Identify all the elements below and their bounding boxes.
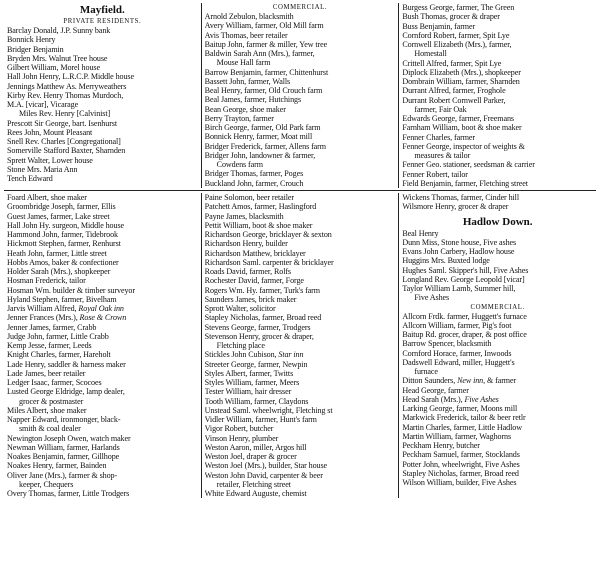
directory-entry: Stevens George, farmer, Trodgers: [204, 322, 311, 332]
directory-entry: Tooth William, farmer, Claydons: [204, 396, 309, 406]
directory-entry: Payne James, blacksmith: [204, 211, 284, 221]
directory-entry: Paine Solomon, beer retailer: [204, 193, 295, 202]
directory-entry: Baldwin Sarah Ann (Mrs.), farmer,: [204, 49, 315, 58]
directory-entry: Beal Henry: [402, 228, 439, 238]
directory-entry: Saunders James, brick maker: [204, 294, 297, 304]
directory-entry: Knight Charles, farmer, Hareholt: [7, 350, 111, 360]
directory-entry: Ditton Saunders, New inn, & farmer: [402, 376, 517, 386]
directory-entry: Berry Trayton, farmer: [204, 113, 274, 123]
directory-entry: Jennings Matthew As. Merryweathers: [7, 81, 127, 91]
directory-entry: Hall John Hy. surgeon, Middle house: [7, 220, 124, 230]
directory-entry: Styles William, farmer, Meers: [204, 378, 300, 387]
directory-entry: Hobbs Amos, baker & confectioner: [7, 257, 119, 267]
directory-entry: Holder Sarah (Mrs.), shopkeeper: [7, 267, 111, 276]
directory-entry: Allcorn Frdk. farmer, Huggett's furnace: [402, 311, 527, 321]
directory-entry: Streeter George, farmer, Newpin: [204, 359, 308, 369]
directory-entry: Foard Albert, shoe maker: [7, 193, 87, 202]
directory-entry: measures & tailor: [414, 151, 471, 160]
directory-entry: Burgess George, farmer, The Green: [402, 3, 515, 12]
directory-entry: Heath John, farmer, Little street: [7, 248, 107, 258]
directory-entry: Newman William, farmer, Harlands: [7, 442, 120, 452]
directory-entry: Ledger Isaac, farmer, Scocoes: [7, 378, 102, 387]
directory-entry: retailer, Fletching street: [216, 479, 291, 489]
directory-entry: Groombridge Joseph, farmer, Ellis: [7, 202, 116, 212]
directory-entry: Bonnick Henry: [7, 35, 56, 45]
directory-entry: Rochester David, farmer, Forge: [204, 276, 304, 286]
directory-entry: Edwards George, farmer, Freemans: [402, 114, 514, 123]
directory-entry: Sprett Walter, Lower house: [7, 155, 93, 165]
mayfield-commercial-list-a: [205, 12, 396, 188]
directory-entry: Durrant Robert Cornwell Parker,: [402, 95, 506, 105]
directory-entry: Longland Rev. George Leopold [vicar]: [402, 274, 525, 284]
hadlow-private-list: [402, 229, 593, 303]
bottom-section: [4, 193, 596, 498]
directory-entry: grocer & postmaster: [19, 396, 84, 406]
mayfield-commercial-list-c: [7, 193, 198, 498]
directory-entry: Larking George, farmer, Moons mill: [402, 404, 518, 413]
directory-entry: Noakes Henry, farmer, Bainden: [7, 461, 107, 471]
directory-entry: Evans John Carbery, Hadlow house: [402, 247, 515, 256]
directory-entry: Dunn Miss, Stone house, Five ashes: [402, 237, 517, 247]
directory-entry: Tench Edward: [7, 174, 53, 183]
directory-entry: Barrow Spencer, blacksmith: [402, 339, 492, 349]
mayfield-commercial-list-d: [205, 193, 396, 498]
directory-entry: Vigor Robert, butcher: [204, 424, 274, 434]
hadlow-down-heading: Hadlow Down.: [462, 215, 533, 228]
directory-entry: Dadswell Edward, miller, Huggett's: [402, 357, 515, 367]
directory-entry: Noakes Benjamin, farmer, Gillhope: [7, 452, 120, 461]
directory-entry: Lusted George Eldridge, lamp dealer,: [7, 387, 125, 397]
directory-entry: Newington Joseph Owen, watch maker: [7, 433, 131, 443]
directory-entry: Bean George, shoe maker: [204, 104, 286, 114]
directory-entry: Baitup John, farmer & miller, Yew tree: [204, 39, 328, 49]
commercial-subheading: COMMERCIAL.: [272, 4, 328, 11]
mayfield-private-list: [7, 26, 198, 183]
directory-entry: Richardson George, bricklayer & sexton: [204, 230, 332, 239]
directory-entry: Napper Edward, ironmonger, black-: [7, 415, 121, 424]
bottom-column-1: [4, 193, 201, 498]
directory-entry: Mouse Hall farm: [216, 58, 271, 68]
directory-entry: Richardson Matthew, bricklayer: [204, 248, 306, 258]
directory-entry: Prescott Sir George, bart. Isenhurst: [7, 118, 117, 128]
directory-entry: Sprott Walter, solicitor: [204, 304, 276, 313]
directory-entry: Fenner Robert, tailor: [402, 169, 468, 179]
directory-entry: Vinson Henry, plumber: [204, 433, 279, 443]
directory-entry: Dombrain William, farmer, Sharnden: [402, 77, 520, 86]
directory-entry: Rogers Wm. Hy. farmer, Turk's farm: [204, 285, 320, 295]
directory-entry: keeper, Chequers: [19, 479, 74, 489]
directory-entry: Martin Charles, farmer, Little Hadlow: [402, 422, 522, 432]
directory-entry: Roads David, farmer, Rolfs: [204, 267, 291, 276]
directory-entry: farmer, Fair Oak: [414, 104, 467, 114]
directory-entry: Farnham William, boot & shoe maker: [402, 123, 522, 133]
top-column-1: [4, 3, 201, 188]
directory-entry: Judge John, farmer, Little Crabb: [7, 331, 109, 341]
private-residents-subheading: PRIVATE RESIDENTS.: [63, 18, 142, 25]
directory-entry: Hammond John, farmer, Tidebrook: [7, 230, 119, 239]
directory-entry: Rees John, Mount Pleasant: [7, 127, 93, 137]
directory-entry: Cornwell Elizabeth (Mrs.), farmer,: [402, 40, 512, 49]
directory-entry: Wickens Thomas, farmer, Cinder hill: [402, 193, 519, 202]
directory-entry: Markwick Frederick, tailor & beer retlr: [402, 413, 526, 423]
directory-entry: Hughes Saml. Skipper's hill, Five Ashes: [402, 265, 529, 275]
directory-entry: Richardson Henry, builder: [204, 239, 288, 249]
directory-entry: Wilsmore Henry, grocer & draper: [402, 202, 509, 212]
hadlow-commercial-subheading: COMMERCIAL.: [470, 303, 525, 311]
directory-entry: Homestall: [414, 49, 447, 59]
directory-entry: Lade Henry, saddler & harness maker: [7, 359, 126, 369]
directory-entry: Durrant Alfred, farmer, Froghole: [402, 86, 506, 96]
section-divider: [4, 190, 596, 191]
directory-entry: Jenner Frances (Mrs.), Rose & Crown: [7, 313, 127, 323]
directory-entry: Weston Aaron, miller, Argos hill: [204, 442, 307, 452]
directory-entry: Stapley Nicholas, farmer, Broad reed: [402, 468, 519, 478]
directory-entry: Stevenson Henry, grocer & draper,: [204, 331, 314, 341]
directory-entry: Oliver Jane (Mrs.), farmer & shop-: [7, 470, 118, 480]
directory-entry: Buckland John, farmer, Crouch: [204, 178, 304, 188]
directory-entry: Fletching place: [216, 341, 265, 350]
directory-entry: Weston John David, carpenter & beer: [204, 470, 323, 480]
directory-entry: Head Sarah (Mrs.), Five Ashes: [402, 394, 499, 404]
directory-entry: Guest James, farmer, Lake street: [7, 211, 110, 221]
directory-entry: Vidler William, farmer, Hunt's farm: [204, 415, 317, 424]
directory-entry: Pettit William, boot & shoe maker: [204, 220, 313, 230]
directory-entry: Avis Thomas, beer retailer: [204, 30, 288, 40]
directory-entry: Jarvis William Alfred, Royal Oak inn: [7, 304, 124, 313]
directory-entry: Baitup Rd. grocer, draper, & post office: [402, 330, 527, 339]
directory-entry: Styles Albert, farmer, Twitts: [204, 368, 294, 378]
directory-entry: White Edward Auguste, chemist: [204, 489, 307, 498]
directory-entry: Tester William, hair dresser: [204, 387, 292, 397]
top-section: [4, 3, 596, 188]
directory-entry: Head George, farmer: [402, 385, 469, 395]
directory-entry: Fenner Geo. stationer, seedsman & carrier: [402, 160, 535, 170]
directory-entry: Bridger Thomas, farmer, Poges: [204, 169, 304, 179]
directory-entry: Martin William, farmer, Waghorns: [402, 431, 512, 441]
bottom-column-3: [398, 193, 596, 498]
directory-entry: Hosman Wm. builder & timber surveyor: [7, 285, 135, 295]
directory-entry: Peckham Henry, butcher: [402, 441, 480, 450]
directory-entry: Barclay Donald, J.P. Sunny bank: [7, 26, 111, 35]
mayfield-commercial-list-e: [402, 193, 593, 212]
directory-entry: Somerville Stafford Baxter, Sharnden: [7, 146, 126, 156]
directory-entry: Bryden Mrs. Walnut Tree house: [7, 53, 108, 63]
directory-entry: Hyland Stephen, farmer, Bivelham: [7, 294, 117, 304]
directory-entry: Bonnick Henry, farmer, Moat mill: [204, 132, 313, 142]
directory-entry: Peckham Samuel, farmer, Stocklands: [402, 450, 520, 460]
directory-entry: Bassett John, farmer, Walls: [204, 76, 291, 86]
directory-entry: Cowdens farm: [216, 160, 263, 169]
directory-entry: Patchett Amos, farmer, Haslingford: [204, 202, 317, 212]
directory-entry: smith & coal dealer: [19, 424, 81, 434]
directory-entry: Fenner Charles, farmer: [402, 132, 475, 142]
bottom-column-2: [201, 193, 399, 498]
directory-entry: Richardson Saml. carpenter & bricklayer: [204, 257, 334, 267]
directory-entry: Bridger Frederick, farmer, Allens farm: [204, 141, 326, 151]
directory-entry: Wilson William, builder, Five Ashes: [402, 478, 517, 487]
directory-entry: Buss Benjamin, farmer: [402, 21, 476, 31]
directory-entry: Hosman Frederick, tailor: [7, 276, 86, 286]
directory-entry: Field Benjamin, farmer, Fletching street: [402, 178, 528, 188]
directory-entry: Stapley Nicholas, farmer, Broad reed: [204, 313, 322, 323]
directory-entry: Stone Mrs. Maria Ann: [7, 164, 78, 174]
directory-entry: Cornford Robert, farmer, Spit Lye: [402, 30, 510, 40]
directory-entry: Lade James, beer retailer: [7, 368, 86, 378]
directory-entry: Bush Thomas, grocer & draper: [402, 12, 500, 22]
directory-entry: Jenner James, farmer, Crabb: [7, 322, 97, 332]
directory-entry: Weston Joel, draper & grocer: [204, 452, 297, 461]
directory-entry: Hickmott Stephen, farmer, Renhurst: [7, 239, 121, 249]
directory-entry: Fenner George, inspector of weights &: [402, 141, 525, 151]
directory-entry: Beal Henry, farmer, Old Crouch farm: [204, 86, 323, 95]
hadlow-commercial-list: [402, 312, 593, 488]
directory-entry: Bridger Benjamin: [7, 44, 64, 54]
directory-entry: Diplock Elizabeth (Mrs.), shopkeeper: [402, 67, 521, 77]
directory-entry: Kirby Rev. Henry Thomas Murdoch,: [7, 90, 124, 100]
directory-entry: Avery William, farmer, Old Mill farm: [204, 21, 324, 31]
directory-entry: Cornford Horace, farmer, Inwoods: [402, 348, 512, 358]
directory-entry: Weston Joel (Mrs.), builder, Star house: [204, 461, 328, 471]
directory-entry: Five Ashes: [414, 293, 450, 303]
directory-entry: Taylor William Lamb, Summer hill,: [402, 284, 516, 293]
directory-entry: Miles Rev. Henry [Calvinist]: [19, 109, 111, 119]
mayfield-heading: Mayfield.: [79, 4, 125, 16]
directory-entry: Miles Albert, shoe maker: [7, 405, 87, 415]
directory-entry: Huggins Mrs. Buxted lodge: [402, 256, 490, 266]
directory-entry: Potter John, wheelwright, Five Ashes: [402, 459, 520, 469]
directory-entry: Unstead Saml. wheelwright, Fletching st: [204, 405, 333, 415]
top-column-3: [398, 3, 596, 188]
directory-entry: Bridger John, landowner & farmer,: [204, 150, 316, 160]
directory-entry: Snell Rev. Charles [Congregational]: [7, 137, 121, 146]
directory-entry: Birch George, farmer, Old Park farm: [204, 123, 321, 132]
directory-entry: Arnold Zebulon, blacksmith: [204, 12, 294, 21]
directory-entry: Stickles John Cubison, Star inn: [204, 350, 304, 360]
directory-entry: Hall John Henry, L.R.C.P. Middle house: [7, 72, 134, 82]
directory-entry: Kemp Jesse, farmer, Leeds: [7, 341, 92, 350]
directory-entry: Overy Thomas, farmer, Little Trodgers: [7, 489, 130, 498]
directory-entry: M.A. [vicar], Vicarage: [7, 100, 79, 109]
directory-entry: Crittell Alfred, farmer, Spit Lye: [402, 58, 502, 68]
directory-entry: Beal James, farmer, Hutchings: [204, 95, 302, 105]
top-column-2: [201, 3, 399, 188]
directory-entry: Barrow Benjamin, farmer, Chittenhurst: [204, 67, 329, 77]
directory-entry: Gilbert William, Morel house: [7, 63, 100, 72]
directory-entry: furnace: [414, 367, 438, 376]
mayfield-commercial-list-b: [402, 3, 593, 188]
directory-entry: Allcorn William, farmer, Pig's foot: [402, 320, 512, 330]
